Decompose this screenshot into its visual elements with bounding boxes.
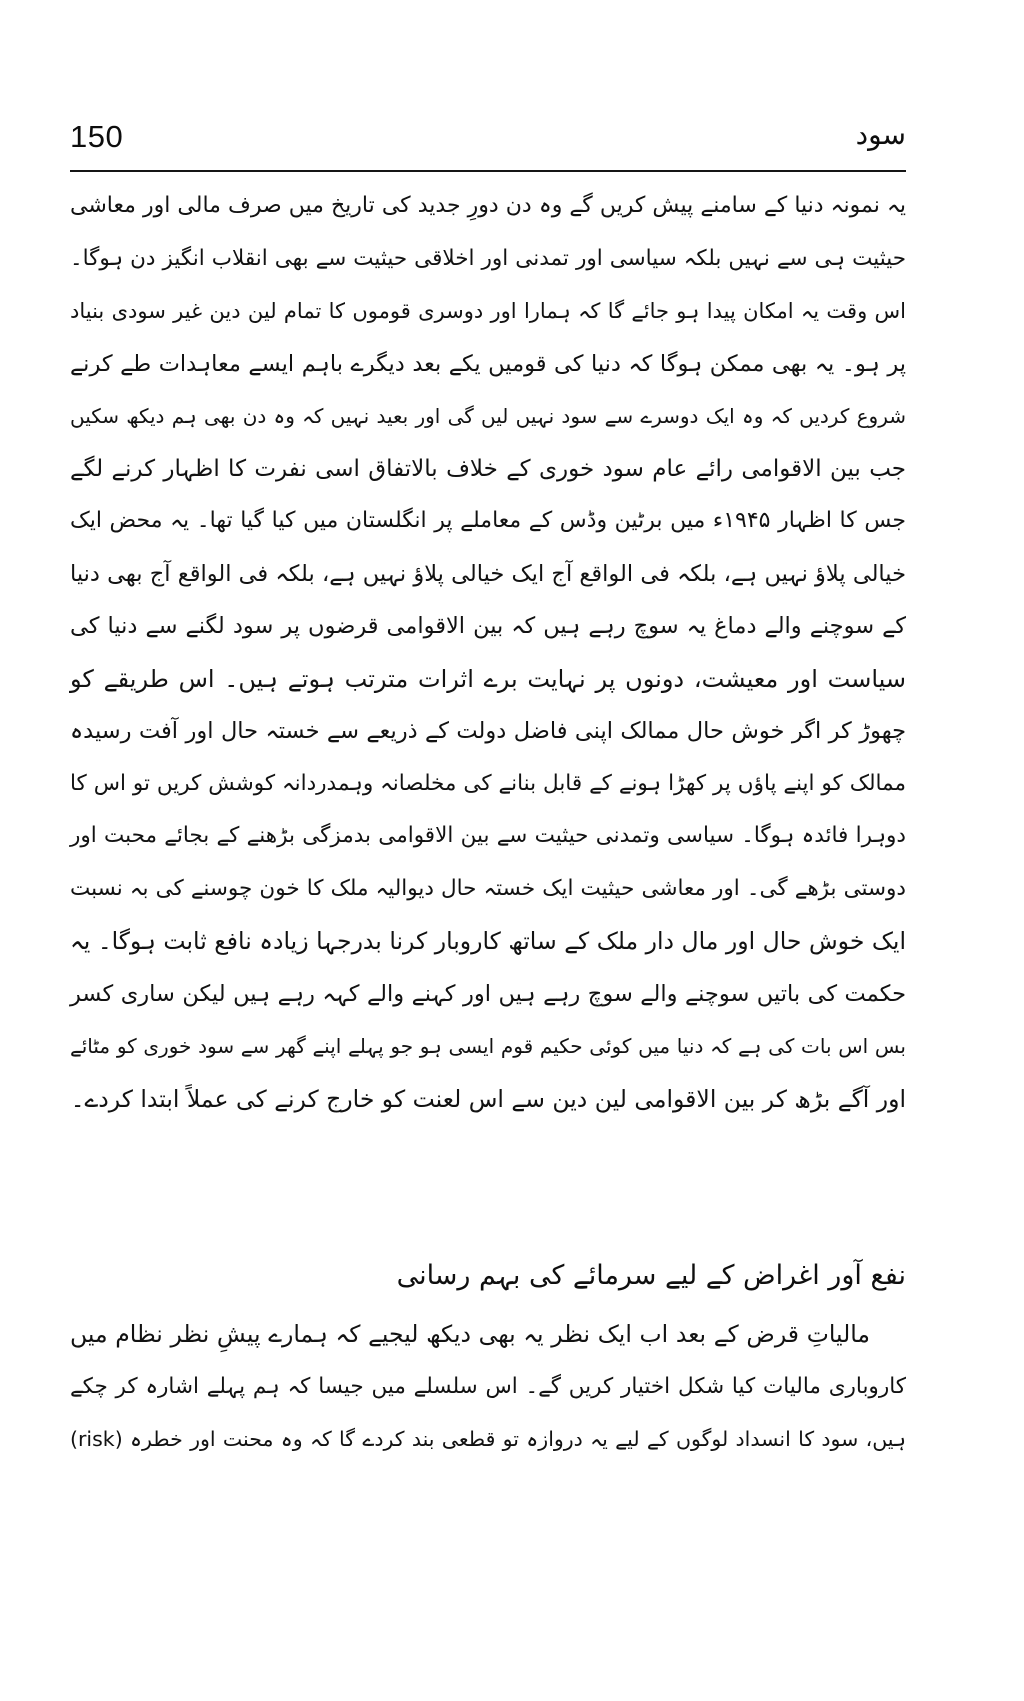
text-line: ایک خوش حال اور مال دار ملک کے ساتھ کاروبار کرنا بدرجہا زیادہ نافع ثابت ہوگا۔ یہ <box>70 927 906 955</box>
text-line: ہیں، سود کا انسداد لوگوں کے لیے یہ دروازہ تو قطعی بند کردے گا کہ وہ محنت اور خطرہ (risk) <box>70 1427 906 1451</box>
text-line: کاروباری مالیات کیا شکل اختیار کریں گے۔ اس سلسلے میں جیسا کہ ہم پہلے اشارہ کر چکے <box>70 1373 906 1399</box>
text-line: شروع کردیں کہ وہ ایک دوسرے سے سود نہیں لیں گی اور بعید نہیں کہ وہ دن بھی ہم دیکھ سکیں <box>70 404 906 428</box>
text-line: کے سوچنے والے دماغ یہ سوچ رہے ہیں کہ بین الاقوامی قرضوں پر سود لگنے سے دنیا کی <box>70 613 906 639</box>
text-line: خیالی پلاؤ نہیں ہے، بلکہ فی الواقع آج ایک خیالی پلاؤ نہیں ہے، بلکہ فی الواقع آج بھی دنیا <box>70 560 906 587</box>
text-line: حکمت کی باتیں سوچنے والے سوچ رہے ہیں اور کہنے والے کہہ رہے ہیں لیکن ساری کسر <box>70 980 906 1007</box>
text-line: دوہرا فائدہ ہوگا۔ سیاسی وتمدنی حیثیت سے بین الاقوامی بدمزگی بڑھنے کے بجائے محبت اور <box>70 823 906 848</box>
text-line: ممالک کو اپنے پاؤں پر کھڑا ہونے کے قابل بنانے کی مخلصانہ وہمدردانہ کوشش کریں تو اس کا <box>70 770 906 796</box>
text-line: اس وقت یہ امکان پیدا ہو جائے گا کہ ہمارا اور دوسری قوموں کا تمام لین دین غیر سودی بنیاد <box>70 299 906 323</box>
text-line: سیاست اور معیشت، دونوں پر نہایت برے اثرات مترتب ہوتے ہیں۔ اس طریقے کو <box>70 664 906 693</box>
paragraph-2 <box>70 1308 906 1466</box>
text-line: جب بین الاقوامی رائے عام سود خوری کے خلاف بالاتفاق اسی نفرت کا اظہار کرنے لگے <box>70 455 906 482</box>
text-line: چھوڑ کر اگر خوش حال ممالک اپنی فاضل دولت کے ذریعے سے خستہ حال اور آفت رسیدہ <box>70 718 906 744</box>
paragraph-1 <box>70 180 906 1125</box>
running-head: سود <box>855 118 906 151</box>
page-number: 150 <box>70 119 124 154</box>
section-heading: نفع آور اغراض کے لیے سرمائے کی بہم رسانی <box>396 1260 906 1291</box>
text-line: جس کا اظہار ۱۹۴۵ء میں برٹین وڈس کے معاملے پر انگلستان میں کیا گیا تھا۔ یہ محض ایک <box>70 508 906 533</box>
text-line: مالیاتِ قرض کے بعد اب ایک نظر یہ بھی دیکھ لیجیے کہ ہمارے پیشِ نظر نظام میں <box>70 1320 870 1348</box>
text-line: حیثیت ہی سے نہیں بلکہ سیاسی اور تمدنی اور اخلاقی حیثیت سے بھی انقلاب انگیز دن ہوگا۔ <box>70 245 906 271</box>
text-line: بس اس بات کی ہے کہ دنیا میں کوئی حکیم قوم ایسی ہو جو پہلے اپنے گھر سے سود خوری کو مٹائے <box>70 1034 906 1058</box>
page-header <box>70 118 906 174</box>
text-line: دوستی بڑھے گی۔ اور معاشی حیثیت ایک خستہ حال دیوالیہ ملک کا خون چوسنے کی بہ نسبت <box>70 875 906 901</box>
text-line: یہ نمونہ دنیا کے سامنے پیش کریں گے وہ دن دورِ جدید کی تاریخ میں صرف مالی اور معاشی <box>70 193 906 218</box>
text-line: اور آگے بڑھ کر بین الاقوامی لین دین سے اس لعنت کو خارج کرنے کی عملاً ابتدا کردے۔ <box>70 1084 906 1113</box>
header-rule <box>70 170 906 172</box>
text-line: پر ہو۔ یہ بھی ممکن ہوگا کہ دنیا کی قومیں یکے بعد دیگرے باہم ایسے معاہدات طے کرنے <box>70 350 906 377</box>
